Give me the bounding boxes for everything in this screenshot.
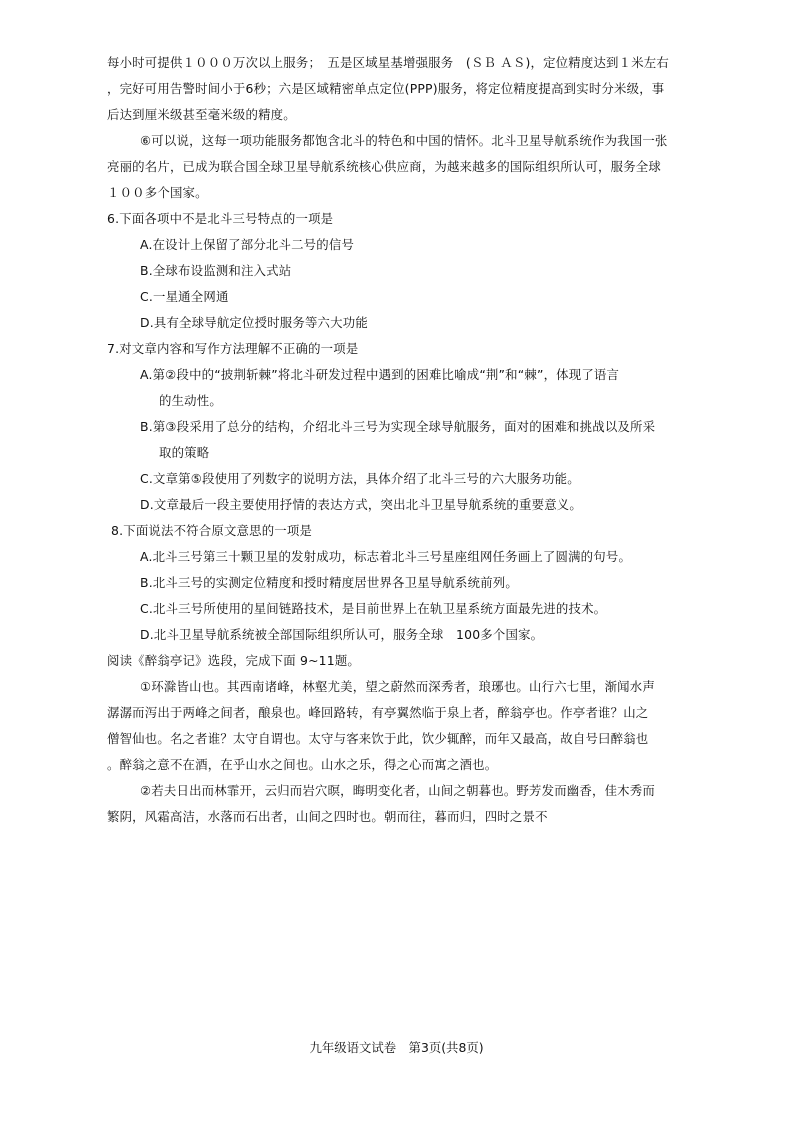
question-7-option-d: D.文章最后一段主要使用抒情的表达方式，突出北斗卫星导航系统的重要意义。 — [140, 497, 582, 512]
text-line: 每小时可提供１０００万次以上服务； 五是区域星基增强服务 (ＳＢ ＡＳ)，定位精度达到１米左右 — [107, 55, 669, 70]
question-6-option-b: B.全球布设监测和注入式站 — [140, 263, 292, 278]
question-8-option-c: C.北斗三号所使用的星间链路技术，是目前世界上在轨卫星系统方面最先进的技术。 — [140, 601, 607, 616]
question-8-option-d: D.北斗卫星导航系统被全部国际组织所认可，服务全球 100多个国家。 — [140, 627, 544, 642]
classical-paragraph-2-start: ②若夫日出而林霏开，云归而岩穴暝，晦明变化者，山间之朝暮也。野芳发而幽香，佳木秀而 — [140, 783, 655, 798]
page-body — [107, 50, 707, 830]
paragraph-6-start: ⑥可以说，这每一项功能服务都饱含北斗的特色和中国的情怀。北斗卫星导航系统作为我国一张 — [140, 133, 668, 148]
classical-paragraph-1-start: ①环滁皆山也。其西南诸峰，林壑尤美，望之蔚然而深秀者，琅琊也。山行六七里，渐闻水声 — [140, 679, 655, 694]
question-6: 6.下面各项中不是北斗三号特点的一项是 — [107, 211, 334, 226]
question-7-option-b: B.第③段采用了总分的结构，介绍北斗三号为实现全球导航服务，面对的困难和挑战以及所采 — [140, 419, 656, 434]
question-7-option-a-cont: 的生动性。 — [159, 393, 222, 408]
page-footer: 九年级语文试卷 第3页(共8页) — [309, 1040, 484, 1055]
text-line: 潺潺而泻出于两峰之间者，酿泉也。峰回路转，有亭翼然临于泉上者，醉翁亭也。作亭者谁？山之 — [107, 705, 649, 720]
question-8-option-b: B.北斗三号的实测定位精度和授时精度居世界各卫星导航系统前列。 — [140, 575, 518, 590]
question-8: 8.下面说法不符合原文意思的一项是 — [111, 523, 313, 538]
text-line: 后达到厘米级甚至毫米级的精度。 — [107, 107, 296, 122]
reading-instruction: 阅读《醉翁亭记》选段，完成下面 9~11题。 — [107, 653, 361, 668]
text-line: ，完好可用告警时间小于6秒；六是区域精密单点定位(PPP)服务，将定位精度提高到实时分米级，事 — [107, 81, 665, 96]
question-6-option-a: A.在设计上保留了部分北斗二号的信号 — [140, 237, 355, 252]
text-line: 僧智仙也。名之者谁？太守自谓也。太守与客来饮于此，饮少辄醉，而年又最高，故自号曰醉翁也 — [107, 731, 649, 746]
text-line: 亮丽的名片，已成为联合国全球卫星导航系统核心供应商，为越来越多的国际组织所认可，服务全球 — [107, 159, 661, 174]
question-7-option-b-cont: 取的策略 — [159, 445, 210, 460]
text-line: １００多个国家。 — [107, 185, 208, 200]
question-6-option-d: D.具有全球导航定位授时服务等六大功能 — [140, 315, 368, 330]
text-line: 繁阴，风霜高洁，水落而石出者，山间之四时也。朝而往，暮而归，四时之景不 — [107, 809, 548, 824]
question-7-option-c: C.文章第⑤段使用了列数字的说明方法，具体介绍了北斗三号的六大服务功能。 — [140, 471, 580, 486]
question-8-option-a: A.北斗三号第三十颗卫星的发射成功，标志着北斗三号星座组网任务画上了圆满的句号。 — [140, 549, 632, 564]
question-7: 7.对文章内容和写作方法理解不正确的一项是 — [107, 341, 359, 356]
text-line: 。醉翁之意不在酒，在乎山水之间也。山水之乐，得之心而寓之酒也。 — [107, 757, 498, 772]
question-7-option-a: A.第②段中的“披荆斩棘”将北斗研发过程中遇到的困难比喻成“荆”和“棘”，体现了语言 — [140, 367, 620, 382]
question-6-option-c: C.一星通全网通 — [140, 289, 229, 304]
